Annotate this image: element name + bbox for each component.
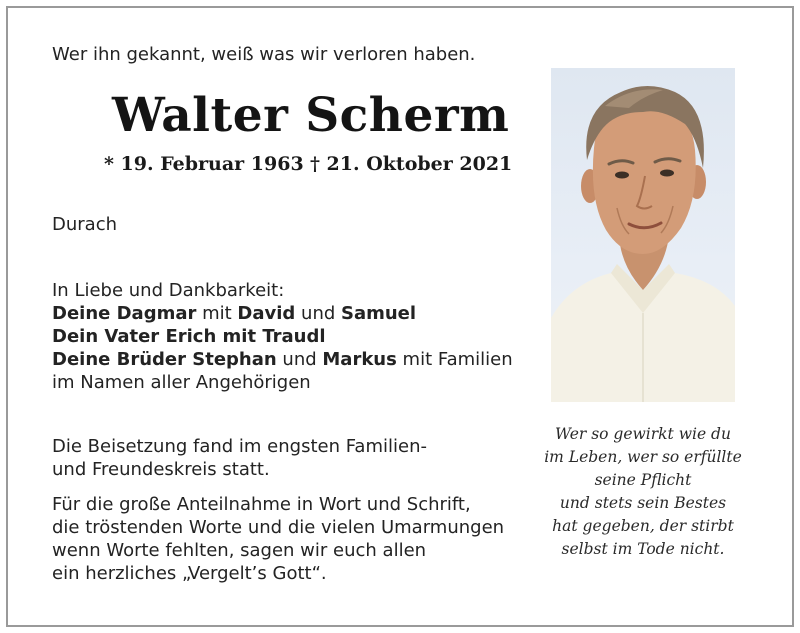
thanks-line: Für die große Anteilnahme in Wort und Schrift, xyxy=(52,494,471,515)
poem-line: selbst im Tode nicht. xyxy=(561,540,725,558)
name-dagmar: Deine Dagmar xyxy=(52,303,197,324)
motto: Wer ihn gekannt, weiß was wir verloren haben. xyxy=(52,44,476,65)
thanks-line: wenn Worte fehlten, sagen wir euch allen xyxy=(52,540,427,561)
poem-line: Wer so gewirkt wie du xyxy=(555,425,731,443)
connector: mit Familien xyxy=(396,349,513,370)
poem-line: und stets sein Bestes xyxy=(559,494,727,512)
name-samuel: Samuel xyxy=(341,303,417,324)
poem-line: hat gegeben, der stirbt xyxy=(552,517,734,535)
connector: und xyxy=(295,303,341,324)
thanks-note xyxy=(52,493,504,585)
poem-line: im Leben, wer so erfüllte xyxy=(544,448,742,466)
family-line-relatives: im Namen aller Angehörigen xyxy=(52,372,311,393)
connector: mit xyxy=(196,303,238,324)
funeral-note xyxy=(52,435,427,481)
family-line-partner xyxy=(52,302,513,325)
portrait-illustration xyxy=(551,68,735,402)
connector: und xyxy=(276,349,323,370)
family-block xyxy=(52,279,513,394)
portrait-photo xyxy=(551,68,735,402)
family-line-brothers xyxy=(52,348,513,371)
place: Durach xyxy=(52,214,118,235)
name-stephan: Deine Brüder Stephan xyxy=(52,349,277,370)
funeral-line: Die Beisetzung fand im engsten Familien- xyxy=(52,436,427,457)
name-markus: Markus xyxy=(322,349,397,370)
thanks-line: ein herzliches „Vergelt’s Gott“. xyxy=(52,563,327,584)
memorial-poem xyxy=(541,423,745,561)
poem-line: seine Pflicht xyxy=(594,471,692,489)
birth-date: * 19. Februar 1963 xyxy=(104,153,304,175)
thanks-line: die tröstenden Worte und die vielen Umarmungen xyxy=(52,517,505,538)
deceased-name: Walter Scherm xyxy=(112,88,510,143)
name-david: David xyxy=(237,303,296,324)
family-intro: In Liebe und Dankbarkeit: xyxy=(52,280,285,301)
funeral-line: und Freundeskreis statt. xyxy=(52,459,270,480)
family-line-father: Dein Vater Erich mit Traudl xyxy=(52,326,326,347)
death-date: † 21. Oktober 2021 xyxy=(310,153,513,175)
